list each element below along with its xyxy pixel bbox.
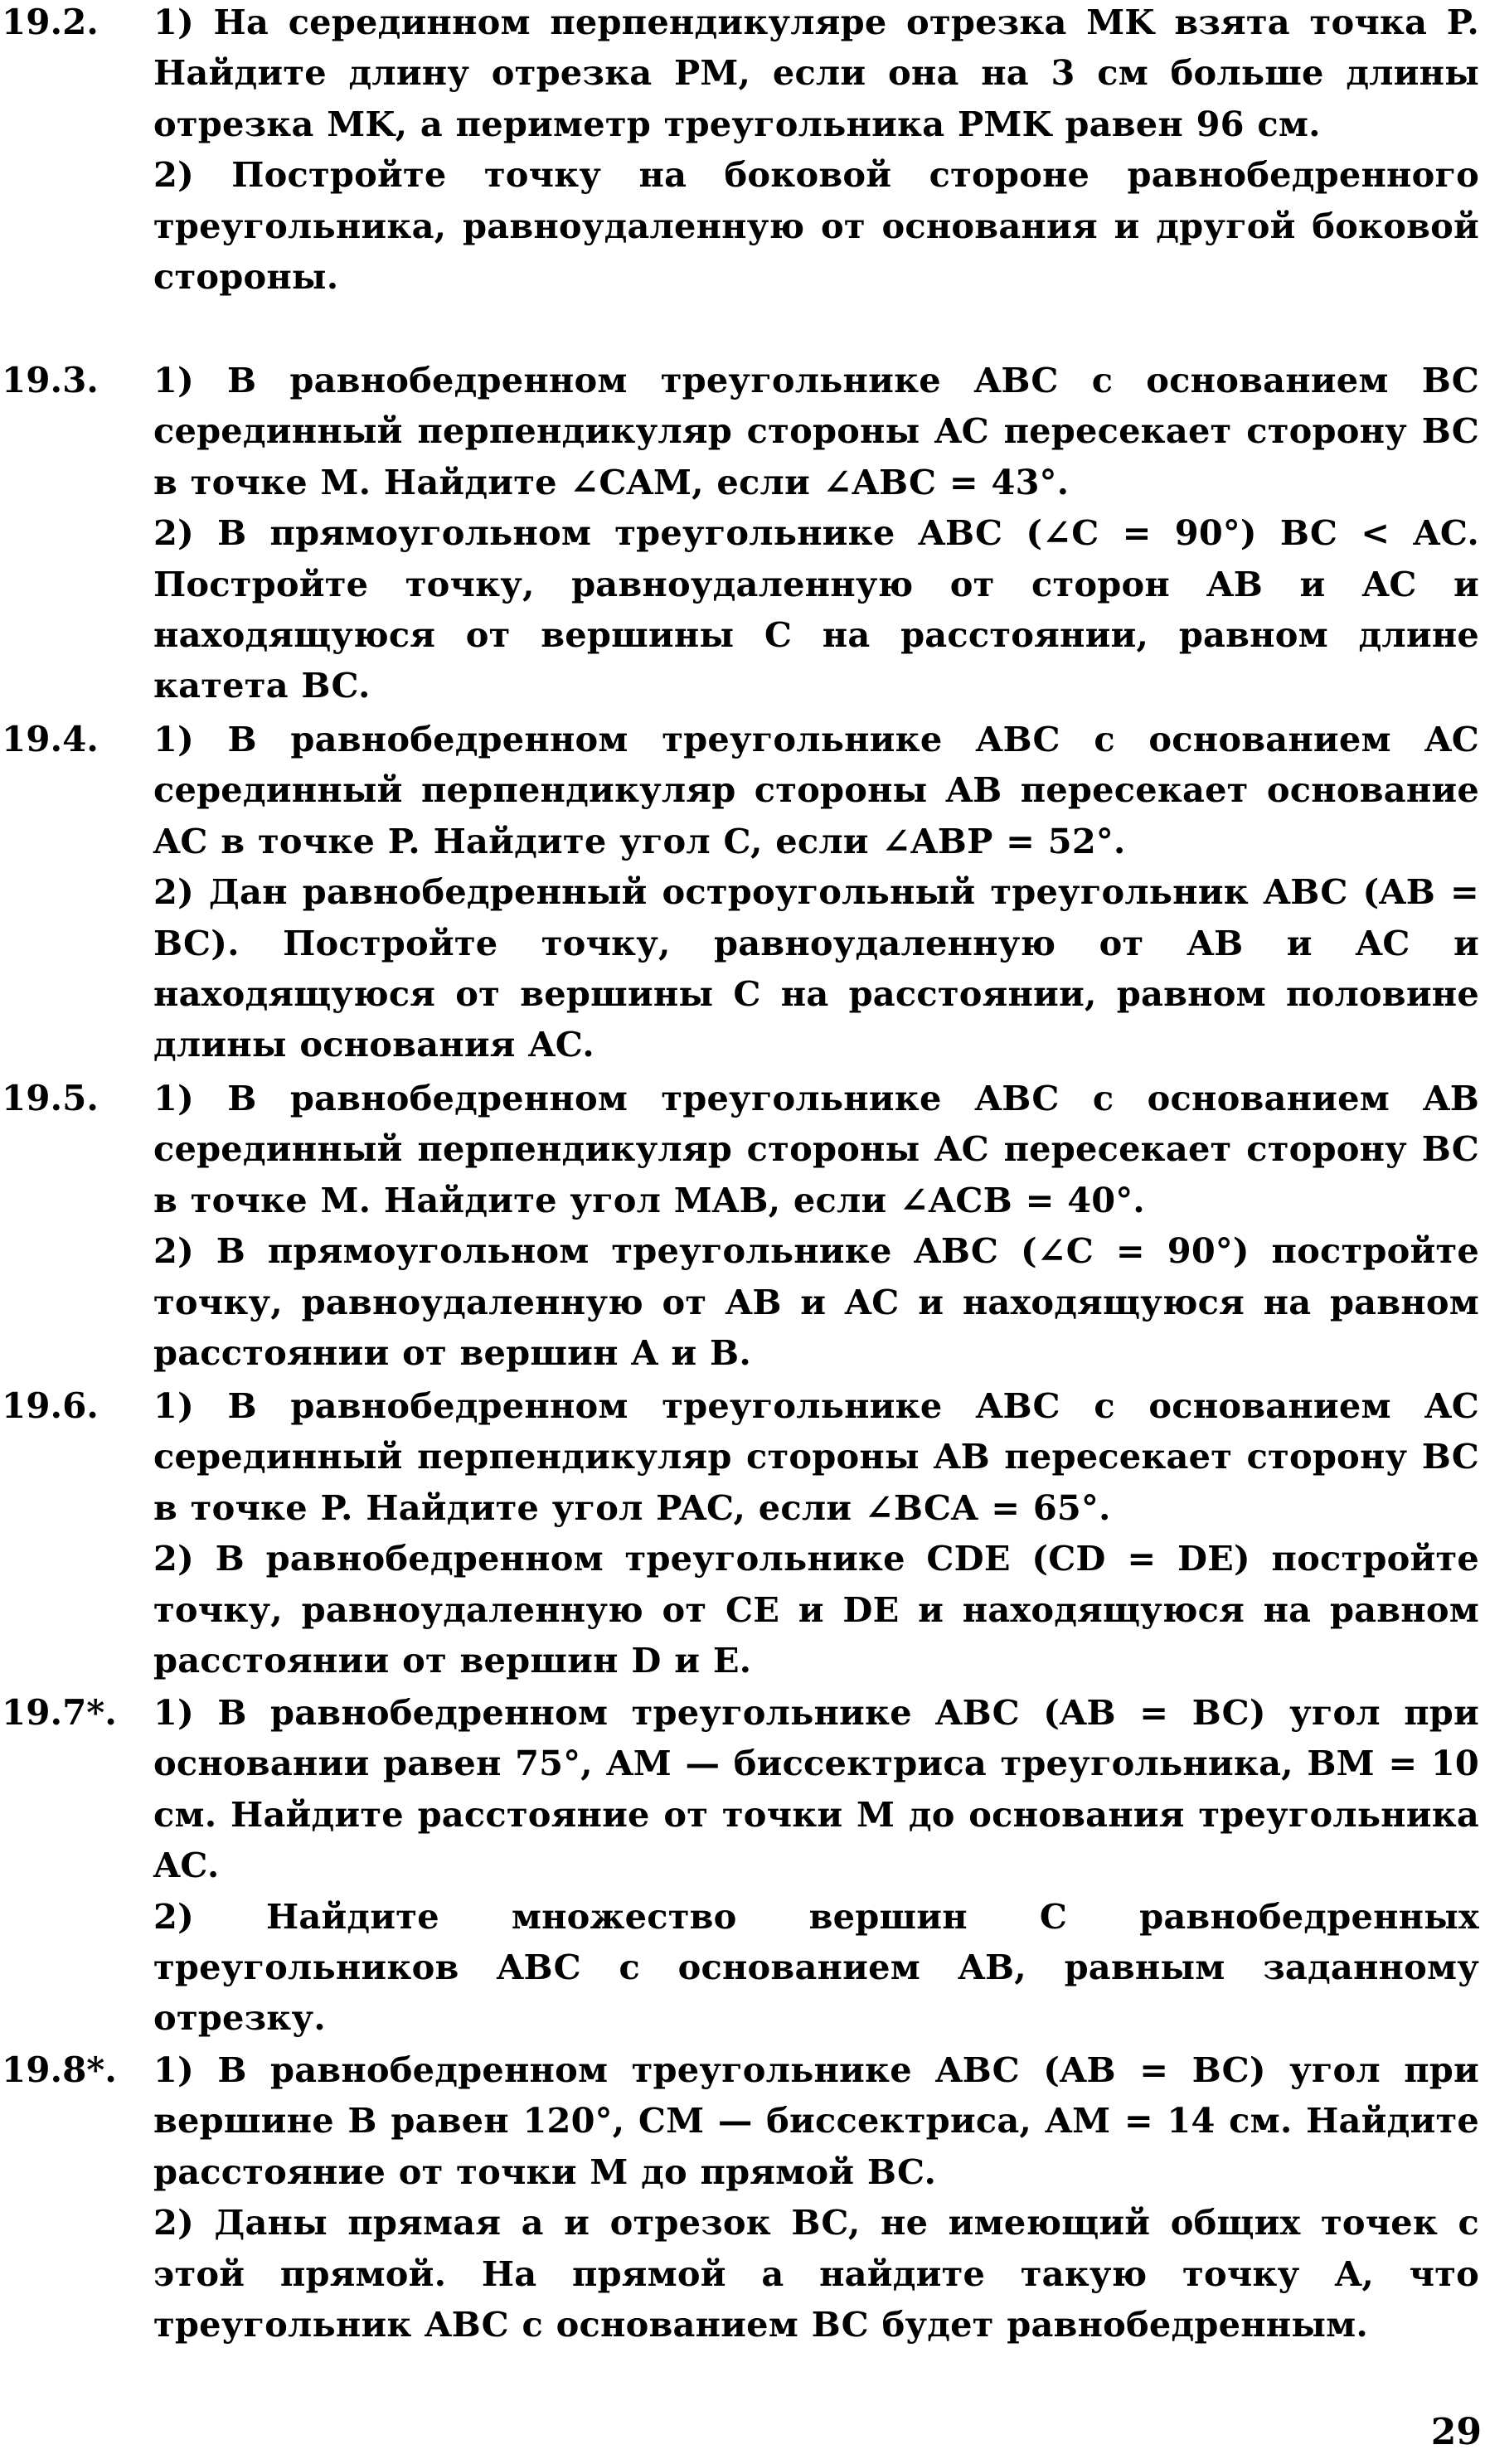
problem-part: 1) В равнобедренном треугольнике ABC (AB = BC) угол при основании равен 75°, AM — биссектриса треугольника, BM = 10 см. Найдите расстояние от точки M до основания треугольника AC. xyxy=(153,1692,1479,1886)
problem-19-4 xyxy=(0,714,1485,1070)
problem-19-2 xyxy=(0,0,1485,302)
problem-19-6 xyxy=(0,1380,1485,1686)
problem-number: 19.6. xyxy=(2,1385,99,1426)
problem-part: 1) На серединном перпендикуляре отрезка MK взята точка P. Найдите длину отрезка PM, если она на 3 см больше длины отрезка MK, а периметр треугольника PMK равен 96 см. xyxy=(153,2,1479,144)
problem-body xyxy=(153,0,1479,302)
problem-body xyxy=(153,355,1479,711)
problem-number: 19.8*. xyxy=(2,2049,117,2090)
problem-body xyxy=(153,1687,1479,2044)
problem-part: 2) В прямоугольном треугольнике ABC (∠C = 90°) постройте точку, равноудаленную от AB и AC и находящуюся на равном расстоянии от вершин A и B. xyxy=(153,1230,1479,1374)
problem-body xyxy=(153,2044,1479,2350)
problem-part: 1) В равнобедренном треугольнике ABC с основанием BC серединный перпендикуляр стороны AC пересекает сторону BC в точке M. Найдите ∠CAM, если ∠ABC = 43°. xyxy=(153,360,1479,502)
problem-part: 1) В равнобедренном треугольнике ABC с основанием AC серединный перпендикуляр стороны AB пересекает основание AC в точке P. Найдите угол C, если ∠ABP = 52°. xyxy=(153,719,1479,861)
problem-part: 2) Постройте точку на боковой стороне равнобедренного треугольника, равноудаленную от основания и другой боковой стороны. xyxy=(153,154,1479,298)
problem-number: 19.5. xyxy=(2,1078,99,1118)
problem-part: 2) В равнобедренном треугольнике CDE (CD = DE) постройте точку, равноудаленную от CE и DE и находящуюся на равном расстоянии от вершин D и E. xyxy=(153,1538,1479,1681)
problem-number: 19.2. xyxy=(2,2,99,42)
problem-part: 1) В равнобедренном треугольнике ABC с основанием AC серединный перпендикуляр стороны AB пересекает сторону BC в точке P. Найдите угол PAC, если ∠BCA = 65°. xyxy=(153,1385,1479,1528)
problem-19-8 xyxy=(0,2044,1485,2350)
problem-number: 19.3. xyxy=(2,360,99,400)
problem-number: 19.4. xyxy=(2,719,99,759)
problem-part: 1) В равнобедренном треугольнике ABC (AB = BC) угол при вершине B равен 120°, CM — биссектриса, AM = 14 см. Найдите расстояние от точки M до прямой BC. xyxy=(153,2049,1479,2192)
problem-part: 2) В прямоугольном треугольнике ABC (∠C = 90°) BC < AC. Постройте точку, равноудаленную от сторон AB и AC и находящуюся от вершины C на расстоянии, равном длине катета BC. xyxy=(153,512,1479,706)
problem-part: 1) В равнобедренном треугольнике ABC с основанием AB серединный перпендикуляр стороны AC пересекает сторону BC в точке M. Найдите угол MAB, если ∠ACB = 40°. xyxy=(153,1078,1479,1220)
problem-19-7 xyxy=(0,1687,1485,2044)
problem-body xyxy=(153,1380,1479,1686)
problem-body xyxy=(153,1073,1479,1378)
problem-number: 19.7*. xyxy=(2,1692,117,1733)
problem-19-5 xyxy=(0,1073,1485,1378)
problem-part: 2) Даны прямая a и отрезок BC, не имеющий общих точек с этой прямой. На прямой a найдите такую точку A, что треугольник ABC с основанием BC будет равнобедренным. xyxy=(153,2202,1479,2345)
problem-body xyxy=(153,714,1479,1070)
problem-part: 2) Дан равнобедренный остроугольный треугольник ABC (AB = BC). Постройте точку, равноудаленную от AB и AC и находящуюся от вершины C на расстоянии, равном половине длины основания AC. xyxy=(153,871,1479,1065)
page-number: 29 xyxy=(1430,2411,1482,2453)
problem-19-3 xyxy=(0,355,1485,711)
problem-part: 2) Найдите множество вершин C равнобедренных треугольников ABC с основанием AB, равным заданному отрезку. xyxy=(153,1895,1479,2039)
